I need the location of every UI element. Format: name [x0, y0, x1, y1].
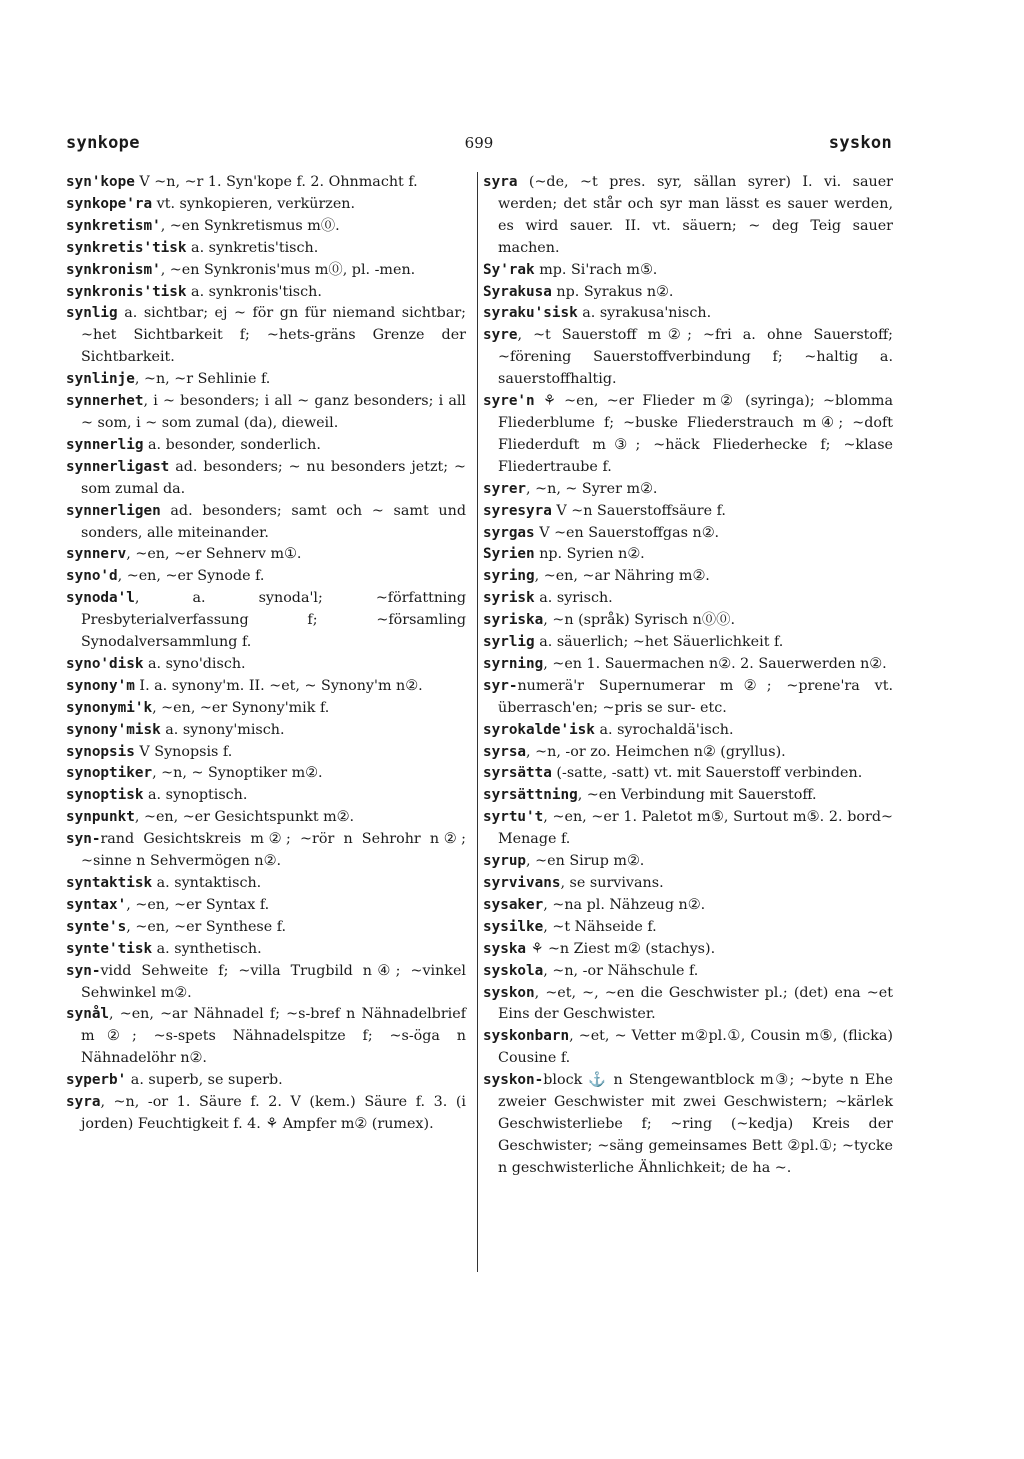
- entry-headword: syrup: [483, 853, 527, 870]
- entry-definition: , ~n, -or Nähschule f.: [543, 962, 699, 979]
- entry-definition: , ~en, ~er Synode f.: [117, 568, 265, 585]
- entry-headword: synål: [66, 1006, 110, 1023]
- entry-headword: synkretis'tisk: [66, 239, 187, 256]
- entry-definition: vt. synkopieren, verkürzen.: [152, 195, 356, 212]
- dictionary-entry: [483, 1026, 893, 1070]
- entry-headword: syrtu't: [483, 809, 544, 826]
- entry-headword: syra: [66, 1094, 101, 1111]
- entry-headword: syno'd: [66, 568, 118, 585]
- dictionary-entry: [483, 391, 893, 479]
- entry-definition: V ~n Sauerstoffsäure f.: [551, 502, 726, 519]
- entry-headword: Syrakusa: [483, 283, 552, 300]
- right-column: [483, 172, 893, 1180]
- entry-definition: , ~en, ~er Sehnerv m①.: [126, 546, 302, 563]
- dictionary-entry: [483, 961, 893, 983]
- entry-headword: Syrien: [483, 546, 535, 563]
- entry-headword: synonymi'k: [66, 699, 153, 716]
- dictionary-entry: [483, 763, 893, 785]
- dictionary-entry: [483, 676, 893, 720]
- dictionary-entry: [66, 720, 466, 742]
- entry-definition: , ~et, ~, ~en die Geschwister pl.; (det) ena ~et Eins der Geschwister.: [498, 984, 893, 1023]
- entry-definition: , ~t Sauerstoff m②; ~fri a. ohne Sauerstoff; ~förening Sauerstoffverbindung f; ~haltig a. sauerstoffhaltig.: [498, 327, 893, 388]
- entry-headword: syn'kope: [66, 174, 135, 190]
- entry-headword: syn-: [66, 962, 101, 979]
- entry-headword: syrokalde'isk: [483, 721, 595, 738]
- entry-definition: , ~en Sirup m②.: [526, 853, 645, 870]
- entry-headword: syrsätta: [483, 765, 552, 782]
- entry-definition: np. Syrakus n②.: [551, 283, 674, 300]
- entry-headword: syskonbarn: [483, 1028, 570, 1045]
- entry-headword: synony'misk: [66, 721, 161, 738]
- dictionary-entry: [483, 895, 893, 917]
- entry-headword: synte'tisk: [66, 940, 153, 957]
- entry-headword: synoptisk: [66, 787, 144, 804]
- entry-definition: a. synony'misch.: [160, 721, 285, 738]
- entry-definition: , ~t Nähseide f.: [543, 918, 657, 935]
- dictionary-entry: [66, 391, 466, 435]
- entry-headword: synnerlig: [66, 436, 144, 453]
- dictionary-entry: [483, 325, 893, 391]
- dictionary-entry: [66, 544, 466, 566]
- dictionary-entry: [483, 303, 893, 325]
- entry-headword: syrlig: [483, 634, 535, 651]
- entry-definition: block ⚓ n Stengewantblock m③; ~byte n Ehe zweier Geschwister mit zwei Geschwistern; ~kärlek Geschwisterliebe f; ~ring (~kedja) Kreis der Geschwister; ~säng gemeinsames Bett ②pl.①; ~tycke n geschwisterliche Ähnlichkeit; de ha ~.: [498, 1072, 893, 1176]
- entry-headword: sysaker: [483, 896, 544, 913]
- dictionary-entry: [66, 1092, 466, 1136]
- entry-definition: a. syno'disch.: [143, 655, 246, 672]
- dictionary-entry: [66, 873, 466, 895]
- entry-headword: syrisk: [483, 590, 535, 607]
- dictionary-entry: [66, 654, 466, 676]
- column-divider: [477, 172, 478, 1272]
- entry-headword: synoda'l: [66, 590, 135, 607]
- dictionary-entry: [483, 566, 893, 588]
- dictionary-entry: [66, 829, 466, 873]
- dictionary-entry: [483, 260, 893, 282]
- dictionary-entry: [66, 303, 466, 369]
- entry-definition: , ~n, ~ Syrer m②.: [526, 480, 658, 497]
- entry-headword: syrsättning: [483, 787, 578, 804]
- dictionary-entry: [483, 851, 893, 873]
- entry-definition: mp. Si'rach m⑤.: [534, 261, 658, 278]
- dictionary-entry: [483, 172, 893, 260]
- dictionary-entry: [66, 260, 466, 282]
- dictionary-entry: [66, 238, 466, 260]
- dictionary-entry: [483, 282, 893, 304]
- dictionary-entry: [66, 676, 466, 698]
- dictionary-entry: [66, 895, 466, 917]
- entry-headword: synkronis'tisk: [66, 283, 187, 300]
- entry-definition: , ~n, -or 1. Säure f. 2. V (kem.) Säure f. 3. (i jorden) Feuchtigkeit f. 4. ⚘ Ampfer m② (rumex).: [81, 1094, 466, 1132]
- dictionary-entry: [483, 807, 893, 851]
- dictionary-entry: [66, 282, 466, 304]
- entry-headword: syraku'sisk: [483, 305, 578, 322]
- dictionary-entry: [66, 1070, 466, 1092]
- entry-definition: , ~en, ~er Syntax f.: [126, 896, 270, 913]
- entry-headword: synony'm: [66, 677, 135, 694]
- dictionary-entry: [483, 939, 893, 961]
- entry-headword: synte's: [66, 918, 127, 935]
- entry-headword: syre: [483, 327, 518, 344]
- entry-headword: syrsa: [483, 743, 527, 760]
- entry-headword: syntax': [66, 896, 127, 913]
- entry-definition: a. syrochaldä'isch.: [594, 721, 734, 738]
- entry-definition: , ~en 1. Sauermachen n②. 2. Sauerwerden n②.: [543, 655, 887, 672]
- dictionary-entry: [66, 939, 466, 961]
- entry-definition: a. säuerlich; ~het Säuerlichkeit f.: [534, 634, 784, 651]
- entry-headword: syra: [483, 174, 518, 190]
- entry-definition: V ~en Sauerstoffgas n②.: [534, 524, 720, 541]
- dictionary-entry: [66, 172, 466, 194]
- entry-headword: syrgas: [483, 524, 535, 541]
- entry-headword: syriska: [483, 612, 544, 629]
- entry-definition: a. synkretis'tisch.: [186, 239, 319, 256]
- entry-definition: , ~en, ~ar Nähnadel f; ~s-bref n Nähnadelbrief m②; ~s-spets Nähnadelspitze f; ~s-öga n Nähnadelöhr n②.: [81, 1006, 466, 1067]
- entry-definition: a. syntaktisch.: [152, 875, 262, 891]
- dictionary-entry: [483, 742, 893, 764]
- dictionary-entry: [66, 501, 466, 545]
- entry-headword: synnerligast: [66, 458, 170, 475]
- entry-headword: syrer: [483, 480, 527, 497]
- entry-headword: syskon: [483, 984, 535, 1001]
- entry-definition: (-satte, -satt) vt. mit Sauerstoff verbinden.: [551, 765, 863, 782]
- entry-definition: V ~n, ~r 1. Syn'kope f. 2. Ohnmacht f.: [134, 174, 418, 190]
- header-right-guide-word: syskon: [828, 133, 892, 153]
- entry-headword: synlig: [66, 305, 118, 322]
- entry-definition: , ~en, ~er Synony'mik f.: [152, 699, 330, 716]
- entry-headword: syresyra: [483, 502, 552, 519]
- entry-definition: , i ~ besonders; i all ~ ganz besonders; i all ~ som, i ~ som zumal (da), dieweil.: [81, 393, 466, 431]
- entry-headword: syno'disk: [66, 655, 144, 672]
- dictionary-entry: [483, 720, 893, 742]
- entry-definition: a. synoptisch.: [143, 787, 248, 804]
- entry-definition: a. syrakusa'nisch.: [577, 305, 712, 322]
- entry-headword: synoptiker: [66, 765, 153, 782]
- dictionary-entry: [66, 1004, 466, 1070]
- entry-definition: ⚘ ~n Ziest m② (stachys).: [526, 940, 716, 957]
- entry-definition: ad. besonders; ~ nu besonders jetzt; ~ som zumal da.: [81, 458, 466, 497]
- dictionary-entry: [483, 588, 893, 610]
- dictionary-entry: [66, 763, 466, 785]
- entry-headword: syre'n: [483, 393, 535, 410]
- dictionary-entry: [483, 610, 893, 632]
- entry-definition: a. syrisch.: [534, 590, 613, 607]
- dictionary-entry: [66, 698, 466, 720]
- entry-headword: syrning: [483, 655, 544, 672]
- entry-definition: ad. besonders; samt och ~ samt und sonders, alle miteinander.: [81, 502, 466, 541]
- entry-definition: I. a. synony'm. II. ~et, ~ Synony'm n②.: [134, 677, 423, 694]
- dictionary-entry: [483, 654, 893, 676]
- dictionary-entry: [483, 632, 893, 654]
- entry-definition: , ~en, ~er Gesichtspunkt m②.: [134, 809, 355, 826]
- entry-headword: syrvivans: [483, 875, 561, 891]
- dictionary-entry: [66, 961, 466, 1005]
- entry-definition: , ~en, ~er Synthese f.: [126, 918, 287, 935]
- dictionary-entry: [66, 435, 466, 457]
- entry-headword: sysilke: [483, 918, 544, 935]
- entry-headword: synlinje: [66, 371, 135, 388]
- dictionary-entry: [66, 742, 466, 764]
- entry-definition: , ~en Verbindung mit Sauerstoff.: [577, 787, 817, 804]
- header-left-guide-word: synkope: [66, 133, 140, 153]
- entry-definition: , ~n, ~r Sehlinie f.: [134, 371, 271, 388]
- dictionary-entry: [66, 917, 466, 939]
- entry-definition: , se survivans.: [560, 875, 664, 891]
- dictionary-entry: [66, 216, 466, 238]
- dictionary-entry: [66, 194, 466, 216]
- dictionary-entry: [66, 588, 466, 654]
- entry-definition: , ~en, ~ar Nähring m②.: [534, 568, 710, 585]
- entry-definition: rand Gesichtskreis m②; ~rör n Sehrohr n②; ~sinne n Sehvermögen n②.: [81, 831, 466, 870]
- entry-definition: ⚘ ~en, ~er Flieder m② (syringa); ~blomma Fliederblume f; ~buske Fliederstrauch m④; ~doft Fliederduft m③; ~häck Fliederhecke f; ~klase Fliedertraube f.: [498, 393, 893, 475]
- entry-definition: , ~n, ~ Synoptiker m②.: [152, 765, 323, 782]
- entry-definition: V Synopsis f.: [134, 743, 233, 760]
- entry-headword: syring: [483, 568, 535, 585]
- entry-definition: , ~en Synkretismus m⓪.: [160, 217, 340, 234]
- entry-definition: numerä'r Supernumerar m②; ~prene'ra vt. überrasch'en; ~pris se sur- etc.: [498, 677, 893, 716]
- dictionary-entry: [483, 873, 893, 895]
- entry-headword: Sy'rak: [483, 261, 535, 278]
- entry-headword: synkretism': [66, 217, 161, 234]
- page-header: [66, 133, 892, 161]
- dictionary-entry: [483, 785, 893, 807]
- dictionary-entry: [483, 917, 893, 939]
- entry-definition: , a. synoda'l; ~författning Presbyterialverfassung f; ~församling Synodalversammlung f.: [81, 590, 466, 651]
- entry-headword: synnerligen: [66, 502, 161, 519]
- entry-headword: syskola: [483, 962, 544, 979]
- entry-headword: synpunkt: [66, 809, 135, 826]
- entry-definition: a. superb, se superb.: [126, 1072, 283, 1089]
- entry-headword: syperb': [66, 1072, 127, 1089]
- entry-definition: , ~na pl. Nähzeug n②.: [543, 896, 706, 913]
- dictionary-entry: [483, 983, 893, 1027]
- entry-definition: , ~et, ~ Vetter m②pl.①, Cousin m⑤, (flicka) Cousine f.: [498, 1028, 893, 1067]
- entry-definition: a. besonder, sonderlich.: [143, 436, 321, 453]
- dictionary-entry: [483, 544, 893, 566]
- entry-definition: a. synkronis'tisch.: [186, 283, 322, 300]
- entry-definition: np. Syrien n②.: [534, 546, 645, 563]
- entry-headword: synkope'ra: [66, 195, 153, 212]
- entry-headword: synkronism': [66, 261, 161, 278]
- entry-headword: synnerhet: [66, 393, 144, 410]
- entry-headword: synopsis: [66, 743, 135, 760]
- entry-definition: , ~n (språk) Syrisch n⓪⓪.: [543, 612, 736, 629]
- entry-definition: a. synthetisch.: [152, 940, 262, 957]
- page-number: 699: [464, 134, 494, 152]
- dictionary-entry: [66, 457, 466, 501]
- dictionary-entry: [66, 369, 466, 391]
- entry-headword: synnerv: [66, 546, 127, 563]
- dictionary-entry: [483, 479, 893, 501]
- dictionary-entry: [66, 566, 466, 588]
- dictionary-entry: [66, 785, 466, 807]
- entry-definition: (~de, ~t pres. syr, sällan syrer) I. vi. sauer werden; det står och syr man lässt es sauer werden, es wird sauer. II. vt. säuern; ~ deg Teig sauer machen.: [498, 174, 893, 256]
- entry-headword: syntaktisk: [66, 875, 153, 891]
- entry-definition: , ~en, ~er 1. Paletot m⑤, Surtout m⑤. 2. bord~ Menage f.: [498, 809, 893, 848]
- entry-headword: syr-: [483, 677, 518, 694]
- dictionary-entry: [66, 807, 466, 829]
- entry-headword: syska: [483, 940, 527, 957]
- dictionary-entry: [483, 1070, 893, 1180]
- entry-definition: , ~n, -or zo. Heimchen n② (gryllus).: [526, 743, 786, 760]
- entry-headword: syskon-: [483, 1072, 544, 1089]
- entry-headword: syn-: [66, 831, 101, 848]
- dictionary-entry: [483, 523, 893, 545]
- entry-definition: , ~en Synkronis'mus m⓪, pl. -men.: [160, 261, 416, 278]
- left-column: [66, 172, 466, 1136]
- entry-definition: a. sichtbar; ej ~ för gn für niemand sichtbar; ~het Sichtbarkeit f; ~hets-gräns Grenze der Sichtbarkeit.: [81, 305, 466, 366]
- entry-definition: vidd Sehweite f; ~villa Trugbild n④; ~vinkel Sehwinkel m②.: [81, 962, 466, 1001]
- dictionary-entry: [483, 501, 893, 523]
